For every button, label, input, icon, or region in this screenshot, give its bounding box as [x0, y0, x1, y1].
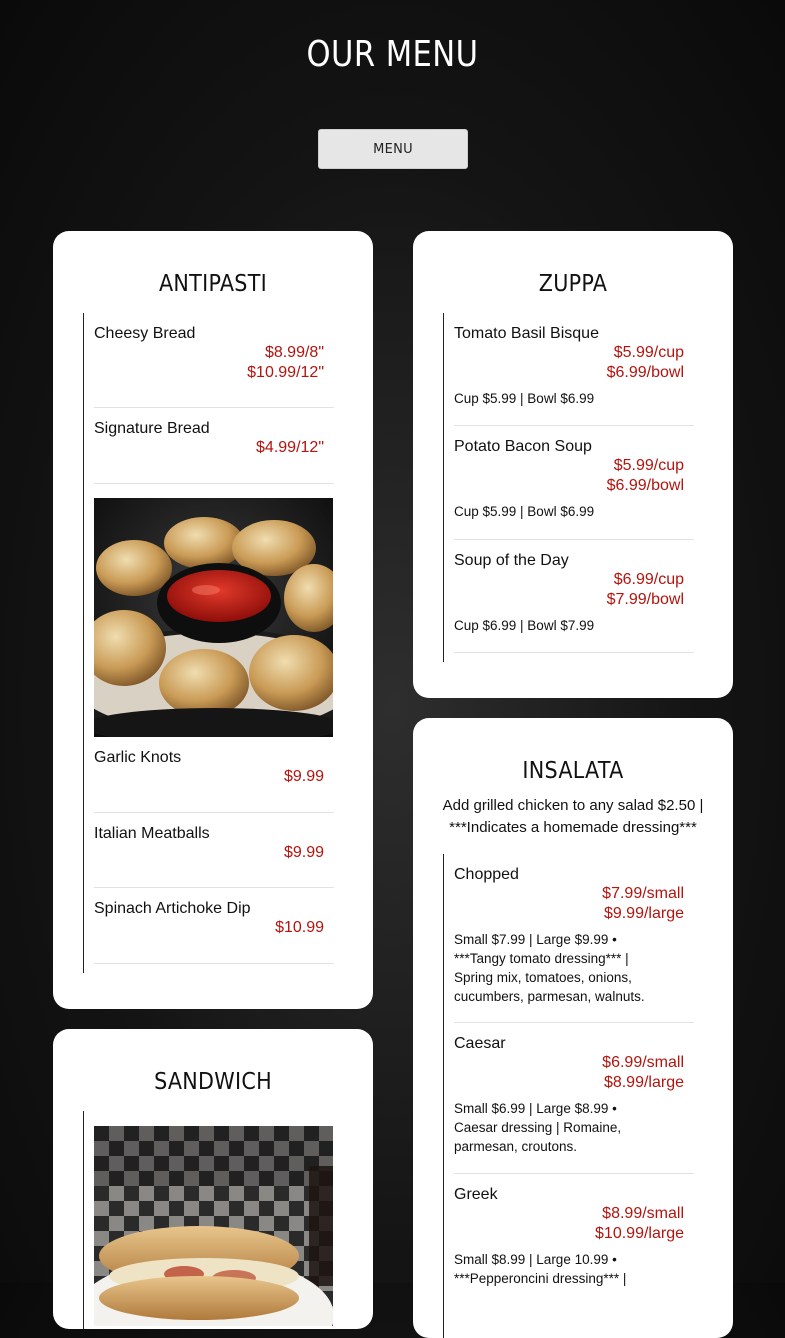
- sandwich-title: SANDWICH: [154, 1069, 272, 1095]
- item-description: Cup $5.99 | Bowl $6.99: [454, 504, 595, 519]
- sandwich-list: [83, 1111, 334, 1329]
- insalata-list: [443, 854, 694, 1338]
- antipasti-list: [83, 313, 334, 973]
- list-item[interactable]: [94, 420, 334, 458]
- divider: [94, 483, 334, 484]
- item-description: Cup $6.99 | Bowl $7.99: [454, 618, 595, 633]
- list-item[interactable]: [454, 438, 694, 521]
- item-price: $10.99: [275, 919, 324, 936]
- insalata-title: INSALATA: [522, 758, 624, 784]
- list-item[interactable]: [454, 1186, 694, 1288]
- divider: [94, 812, 334, 813]
- zuppa-list: [443, 313, 694, 662]
- item-name: Soup of the Day: [454, 552, 569, 569]
- list-item[interactable]: [454, 1035, 694, 1156]
- divider: [94, 963, 334, 964]
- divider: [454, 1173, 694, 1174]
- item-name: Italian Meatballs: [94, 825, 210, 842]
- list-item[interactable]: [454, 552, 694, 635]
- item-price: $9.99/large: [603, 905, 684, 922]
- item-price: $7.99/bowl: [606, 591, 684, 608]
- list-item[interactable]: [454, 866, 694, 1006]
- item-price: $8.99/large: [603, 1074, 684, 1091]
- divider: [454, 652, 694, 653]
- item-name: Cheesy Bread: [94, 325, 196, 342]
- sandwich-photo: [94, 1126, 333, 1326]
- item-price: $10.99/12": [247, 364, 324, 381]
- list-item[interactable]: [94, 749, 334, 787]
- item-price: $8.99/8": [264, 344, 324, 361]
- list-item[interactable]: [94, 825, 334, 863]
- item-name: Signature Bread: [94, 420, 210, 437]
- item-name: Caesar: [454, 1035, 506, 1052]
- list-item[interactable]: [454, 325, 694, 408]
- item-description: Small $7.99 | Large $9.99 • ***Tangy tomato dressing*** | Spring mix, tomatoes, onions, cucumbers, parmesan, walnuts.: [454, 932, 645, 1004]
- list-item[interactable]: [94, 900, 334, 938]
- page-title: OUR MENU: [306, 34, 479, 75]
- item-description: Small $8.99 | Large 10.99 • ***Pepperoncini dressing*** |: [454, 1252, 627, 1286]
- item-name: Potato Bacon Soup: [454, 438, 592, 455]
- item-price: $6.99/bowl: [606, 364, 684, 381]
- item-price: $9.99: [283, 768, 324, 785]
- item-description: Cup $5.99 | Bowl $6.99: [454, 391, 595, 406]
- item-price: $8.99/small: [602, 1205, 684, 1222]
- item-price: $5.99/cup: [613, 457, 684, 474]
- menu-button[interactable]: MENU: [318, 129, 468, 169]
- antipasti-card: [53, 231, 373, 1009]
- divider: [94, 407, 334, 408]
- divider: [454, 1022, 694, 1023]
- antipasti-title: ANTIPASTI: [158, 271, 268, 297]
- item-price: $7.99/small: [602, 885, 684, 902]
- zuppa-title: ZUPPA: [538, 271, 608, 297]
- item-price: $4.99/12": [256, 439, 324, 456]
- garlic-knots-photo: [94, 498, 333, 737]
- item-name: Chopped: [454, 866, 519, 883]
- item-price: $5.99/cup: [613, 344, 684, 361]
- list-item[interactable]: [94, 325, 334, 383]
- zuppa-card: [413, 231, 733, 698]
- item-price: $10.99/large: [595, 1225, 684, 1242]
- item-description: Small $6.99 | Large $8.99 • Caesar dressing | Romaine, parmesan, croutons.: [454, 1101, 622, 1154]
- item-price: $6.99/cup: [613, 571, 684, 588]
- item-name: Spinach Artichoke Dip: [94, 900, 251, 917]
- sandwich-card: [53, 1029, 373, 1329]
- item-price: $9.99: [283, 844, 324, 861]
- divider: [94, 887, 334, 888]
- insalata-card: [413, 718, 733, 1338]
- item-price: $6.99/bowl: [606, 477, 684, 494]
- item-name: Garlic Knots: [94, 749, 182, 766]
- insalata-note: Add grilled chicken to any salad $2.50 | ***Indicates a homemade dressing***: [442, 797, 704, 836]
- divider: [454, 425, 694, 426]
- item-name: Tomato Basil Bisque: [454, 325, 599, 342]
- item-price: $6.99/small: [602, 1054, 684, 1071]
- item-name: Greek: [454, 1186, 498, 1203]
- divider: [454, 539, 694, 540]
